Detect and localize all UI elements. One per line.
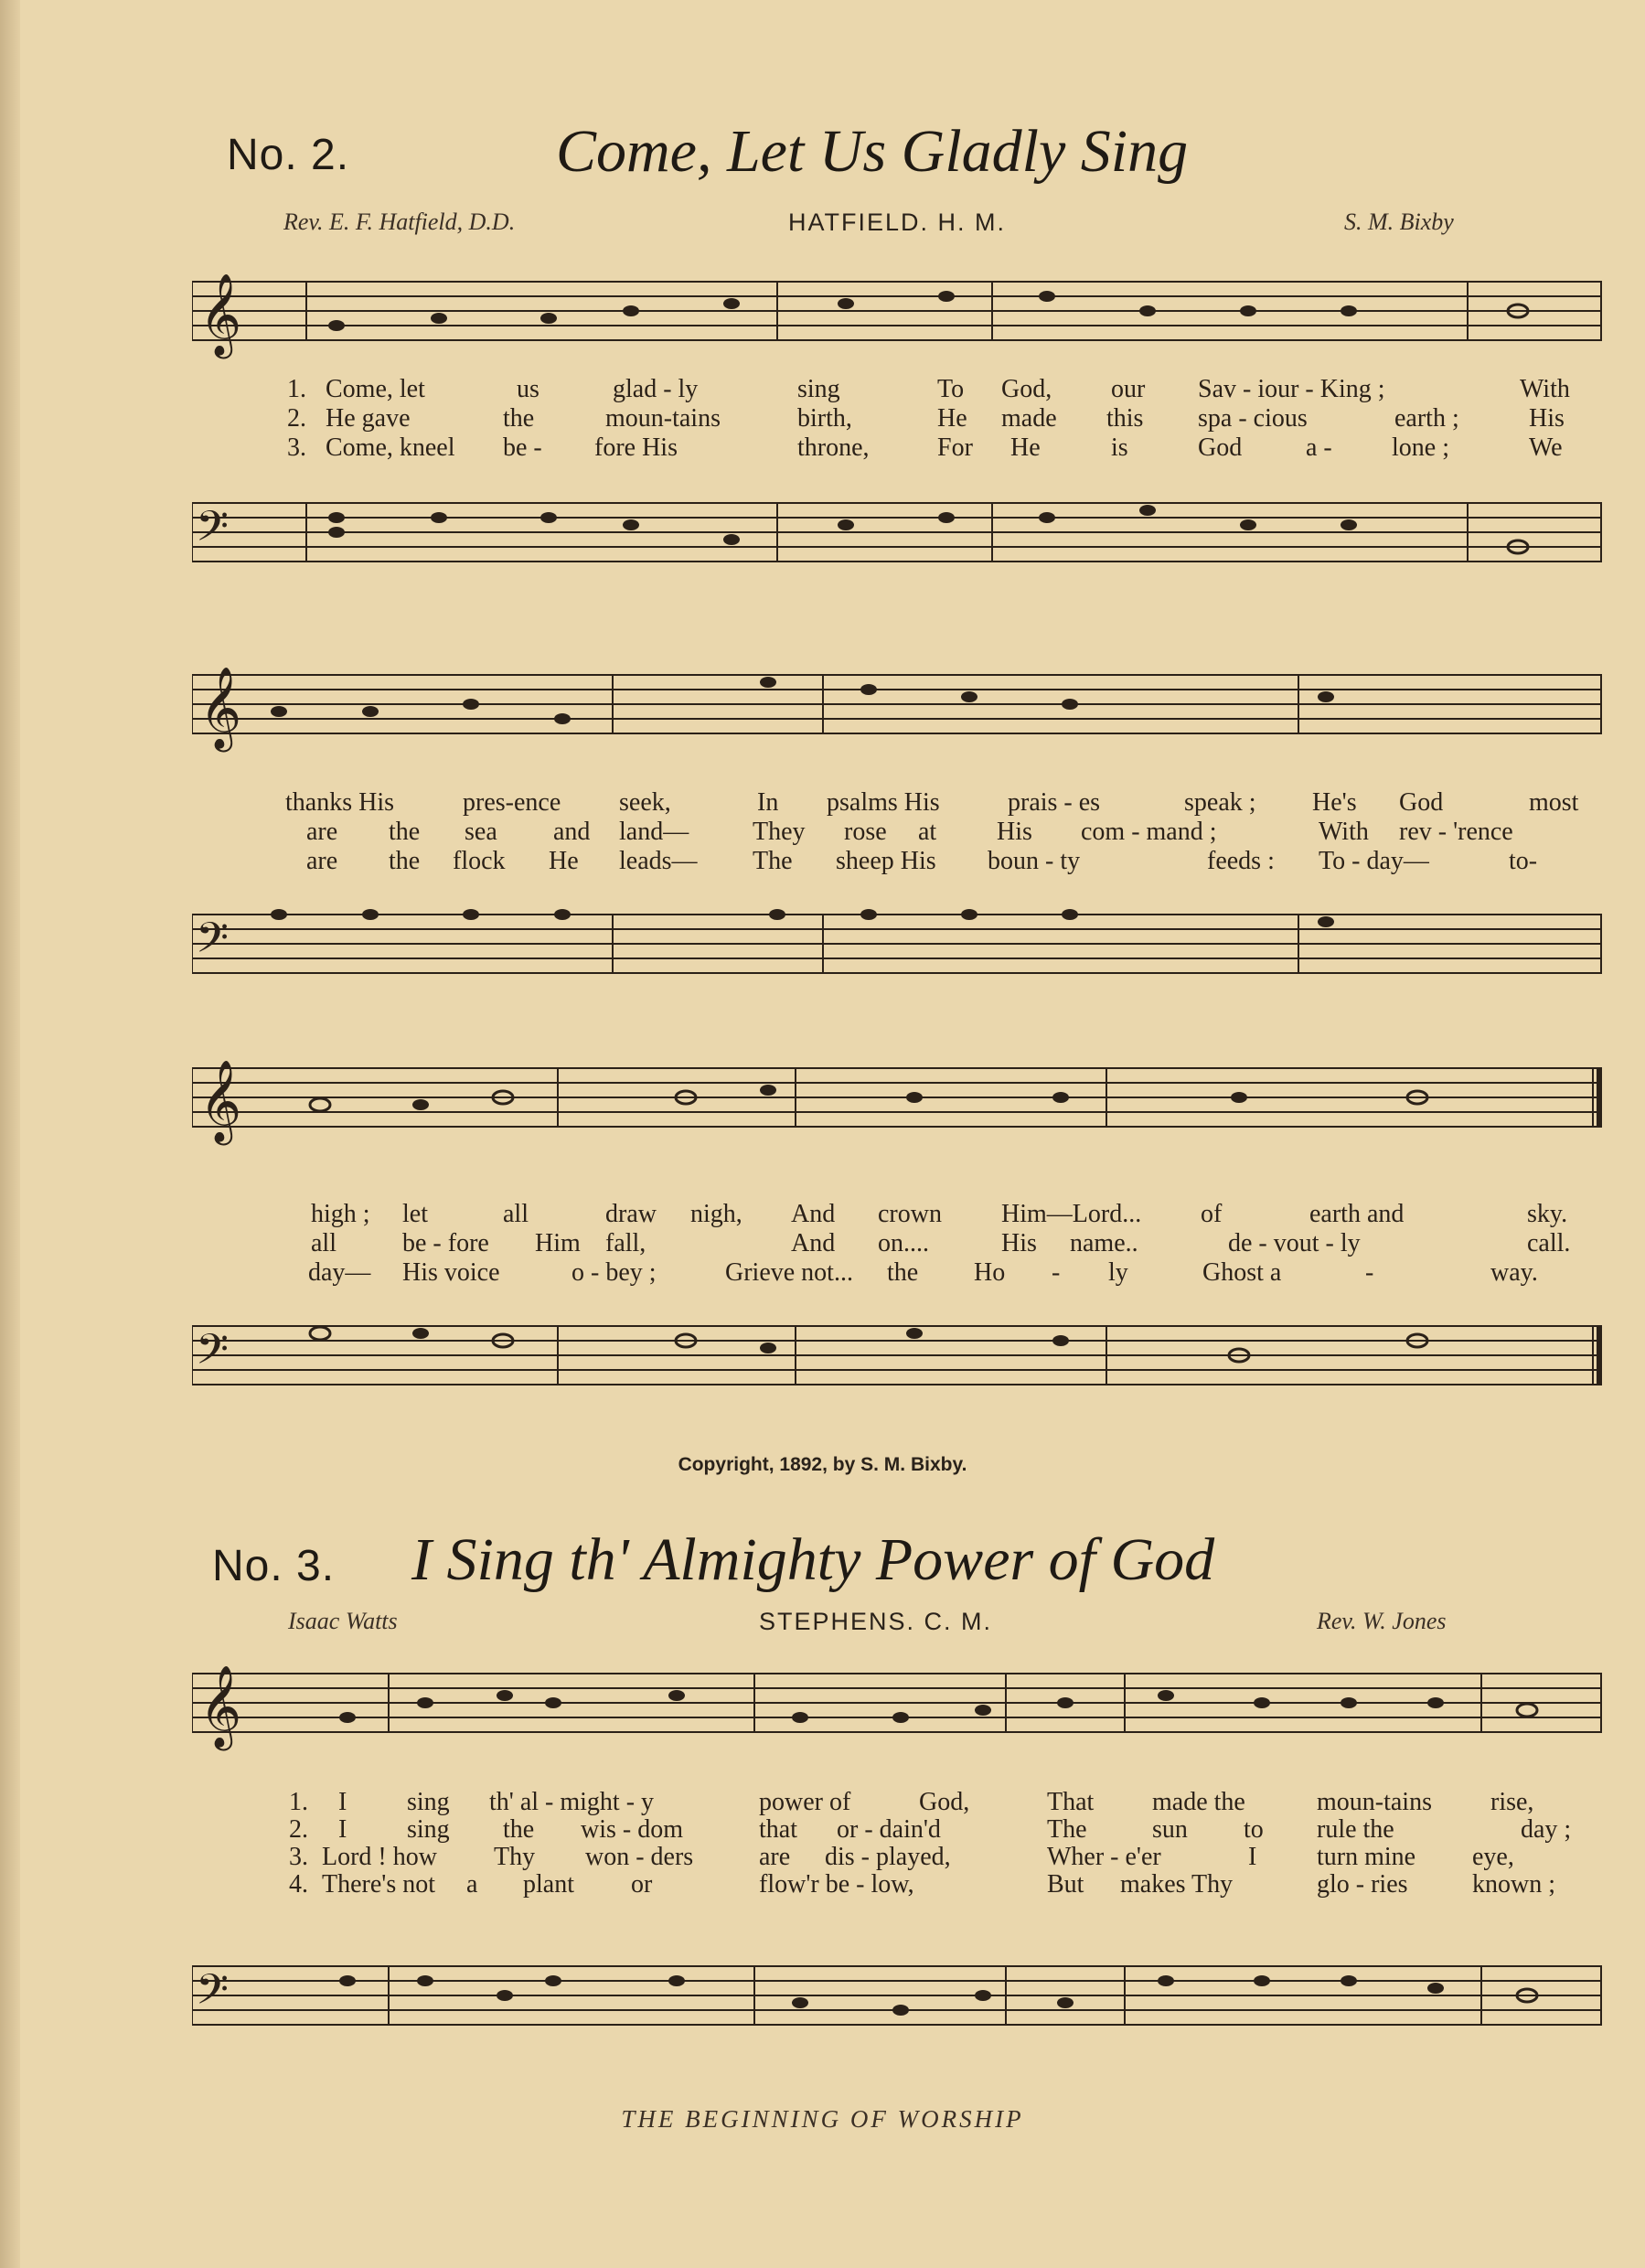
lyric-syllable: birth,: [797, 404, 852, 433]
hymn3-tune: STEPHENS. C. M.: [759, 1608, 993, 1635]
lyric-syllable: nigh,: [690, 1200, 742, 1228]
lyric-syllable: sing: [797, 375, 840, 403]
lyric-syllable: leads—: [619, 847, 698, 875]
lyric-syllable: God: [1399, 788, 1444, 817]
lyric-syllable: call.: [1527, 1229, 1571, 1257]
lyric-syllable: on....: [878, 1229, 929, 1257]
hymn3-system1-bass-staff: [192, 1939, 1602, 2067]
lyric-syllable: prais - es: [1008, 788, 1101, 817]
lyric-syllable: eye,: [1472, 1843, 1514, 1871]
hymn2-system3-treble-staff: [192, 1059, 1602, 1160]
lyric-syllable: Come, let: [326, 375, 425, 403]
hymn2-number: No. 2.: [227, 131, 350, 179]
lyric-syllable: most: [1529, 788, 1579, 817]
lyric-syllable: de - vout - ly: [1228, 1229, 1361, 1257]
lyric-syllable: power of: [759, 1788, 851, 1816]
lyric-syllable: of: [1201, 1200, 1223, 1228]
lyric-syllable: seek,: [619, 788, 671, 817]
lyric-syllable: day—: [308, 1258, 371, 1287]
verse-number: 1.: [289, 1788, 308, 1816]
lyric-syllable: sing: [407, 1815, 450, 1844]
lyric-syllable: For: [937, 433, 973, 462]
lyric-syllable: pres-ence: [463, 788, 561, 817]
verse-number: 3.: [289, 1843, 308, 1871]
lyric-syllable: all: [503, 1200, 529, 1228]
lyric-syllable: earth and: [1309, 1200, 1405, 1228]
lyric-syllable: are: [306, 847, 338, 875]
lyric-syllable: com - mand ;: [1081, 818, 1217, 846]
lyric-syllable: The: [753, 847, 793, 875]
lyric-syllable: With: [1319, 818, 1369, 846]
lyric-syllable: -: [1052, 1258, 1061, 1287]
verse-number: 2.: [289, 1815, 308, 1844]
lyric-syllable: The: [1047, 1815, 1087, 1844]
lyric-syllable: fore His: [594, 433, 678, 462]
lyric-syllable: God,: [1001, 375, 1052, 403]
lyric-syllable: are: [759, 1843, 791, 1871]
lyric-syllable: I: [338, 1815, 347, 1844]
lyric-syllable: us: [517, 375, 539, 403]
lyric-syllable: speak ;: [1184, 788, 1256, 817]
lyric-syllable: o - bey ;: [571, 1258, 657, 1287]
lyric-syllable: this: [1106, 404, 1144, 433]
hymn2-system2-lyrics: [192, 788, 1602, 880]
lyric-syllable: His: [1529, 404, 1565, 433]
lyric-syllable: day ;: [1521, 1815, 1572, 1844]
lyric-syllable: makes Thy: [1120, 1870, 1234, 1899]
lyric-syllable: God,: [919, 1788, 970, 1816]
lyric-syllable: -: [1365, 1258, 1374, 1287]
lyric-syllable: plant: [523, 1870, 574, 1899]
lyric-syllable: th' al - might - y: [489, 1788, 655, 1816]
lyric-syllable: Him—Lord...: [1001, 1200, 1142, 1228]
lyric-syllable: sing: [407, 1788, 450, 1816]
hymn2-composer: S. M. Bixby: [1344, 209, 1454, 235]
lyric-syllable: glo - ries: [1317, 1870, 1408, 1899]
bass-clef-icon: 𝄢: [196, 502, 230, 562]
lyric-syllable: all: [311, 1229, 336, 1257]
lyric-syllable: sun: [1152, 1815, 1188, 1844]
lyric-syllable: Come, kneel: [326, 433, 455, 462]
bass-clef-icon: 𝄢: [196, 1325, 230, 1385]
lyric-syllable: To: [937, 375, 965, 403]
lyric-syllable: sky.: [1527, 1200, 1568, 1228]
lyric-syllable: God: [1198, 433, 1243, 462]
lyric-syllable: and: [553, 818, 591, 846]
lyric-syllable: He: [549, 847, 579, 875]
lyric-syllable: a: [466, 1870, 478, 1899]
verse-number: 4.: [289, 1870, 308, 1899]
hymn2-system3-lyrics: [192, 1200, 1602, 1291]
lyric-syllable: Ho: [974, 1258, 1006, 1287]
lyric-syllable: throne,: [797, 433, 870, 462]
lyric-syllable: wis - dom: [581, 1815, 683, 1844]
lyric-syllable: is: [1111, 433, 1128, 462]
hymn3-system1-lyrics: [192, 1788, 1602, 1907]
lyric-syllable: feeds :: [1207, 847, 1275, 875]
lyric-syllable: be -: [503, 433, 542, 462]
hymn2-system2-bass-staff: [192, 896, 1602, 1006]
lyric-syllable: But: [1047, 1870, 1084, 1899]
lyric-syllable: the: [887, 1258, 919, 1287]
lyric-syllable: the: [503, 404, 535, 433]
lyric-syllable: ly: [1108, 1258, 1128, 1287]
lyric-syllable: land—: [619, 818, 689, 846]
hymn2-system1-lyrics: [192, 375, 1602, 466]
lyric-syllable: Sav - iour - King ;: [1198, 375, 1385, 403]
treble-clef-icon: 𝄞: [199, 273, 242, 356]
lyric-syllable: His: [1001, 1229, 1037, 1257]
lyric-syllable: made the: [1152, 1788, 1245, 1816]
lyric-syllable: name..: [1070, 1229, 1138, 1257]
lyric-syllable: our: [1111, 375, 1146, 403]
lyric-syllable: are: [306, 818, 338, 846]
lyric-syllable: He gave: [326, 404, 411, 433]
bass-staff-lines: [192, 896, 1602, 1006]
lyric-syllable: fall,: [605, 1229, 646, 1257]
treble-staff-lines: [192, 273, 1602, 373]
lyric-syllable: He's: [1312, 788, 1357, 817]
paper-edge: [0, 0, 20, 2268]
lyric-syllable: That: [1047, 1788, 1095, 1816]
lyric-syllable: moun-tains: [605, 404, 721, 433]
copyright-notice: Copyright, 1892, by S. M. Bixby.: [678, 1454, 967, 1475]
hymn2-system1-bass-staff: [192, 485, 1602, 594]
hymn2-system3-bass-staff: [192, 1308, 1602, 1418]
lyric-syllable: flow'r be - low,: [759, 1870, 914, 1899]
lyric-syllable: turn mine: [1317, 1843, 1416, 1871]
lyric-syllable: rule the: [1317, 1815, 1394, 1844]
bass-staff-lines: [192, 1308, 1602, 1418]
lyric-syllable: To - day—: [1319, 847, 1429, 875]
treble-clef-icon: 𝄞: [199, 667, 242, 749]
hymn3-title: I Sing th' Almighty Power of God: [411, 1526, 1215, 1593]
hymn2-system1-treble-staff: [192, 273, 1602, 373]
lyric-syllable: We: [1529, 433, 1563, 462]
lyric-syllable: Ghost a: [1202, 1258, 1282, 1287]
bass-staff-lines: [192, 485, 1602, 594]
lyric-syllable: the: [389, 847, 421, 875]
verse-number: 1.: [287, 375, 306, 403]
lyric-syllable: high ;: [311, 1200, 370, 1228]
lyric-syllable: at: [918, 818, 937, 846]
treble-clef-icon: 𝄞: [199, 1060, 242, 1142]
lyric-syllable: Grieve not...: [725, 1258, 853, 1287]
lyric-syllable: earth ;: [1394, 404, 1459, 433]
lyric-syllable: boun - ty: [988, 847, 1081, 875]
lyric-syllable: made: [1001, 404, 1057, 433]
hymn3-author: Isaac Watts: [288, 1608, 398, 1634]
hymn3-system1-treble-staff: [192, 1664, 1602, 1765]
bass-staff-lines: [192, 1939, 1602, 2067]
lyric-syllable: His voice: [402, 1258, 500, 1287]
lyric-syllable: or: [631, 1870, 653, 1899]
lyric-syllable: glad - ly: [613, 375, 699, 403]
lyric-syllable: the: [389, 818, 421, 846]
lyric-syllable: Lord ! how: [322, 1843, 437, 1871]
lyric-syllable: He: [937, 404, 967, 433]
hymn2-author: Rev. E. F. Hatfield, D.D.: [283, 209, 516, 235]
lyric-syllable: moun-tains: [1317, 1788, 1432, 1816]
lyric-syllable: And: [791, 1200, 836, 1228]
hymn2-tune: HATFIELD. H. M.: [788, 209, 1007, 236]
lyric-syllable: sheep His: [836, 847, 936, 875]
bass-clef-icon: 𝄢: [196, 1965, 230, 2025]
lyric-syllable: the: [503, 1815, 535, 1844]
hymn3-number: No. 3.: [212, 1542, 336, 1590]
lyric-syllable: psalms His: [827, 788, 940, 817]
lyric-syllable: His: [997, 818, 1032, 846]
lyric-syllable: Him: [535, 1229, 581, 1257]
lyric-syllable: way.: [1490, 1258, 1538, 1287]
treble-staff-lines: [192, 1059, 1602, 1160]
lyric-syllable: that: [759, 1815, 797, 1844]
lyric-syllable: rev - 'rence: [1399, 818, 1513, 846]
lyric-syllable: Wher - e'er: [1047, 1843, 1161, 1871]
lyric-syllable: flock: [453, 847, 506, 875]
hymn2-title: Come, Let Us Gladly Sing: [556, 118, 1189, 185]
lyric-syllable: known ;: [1472, 1870, 1555, 1899]
lyric-syllable: a -: [1306, 433, 1332, 462]
lyric-syllable: In: [757, 788, 779, 817]
treble-staff-lines: [192, 1664, 1602, 1765]
lyric-syllable: draw: [605, 1200, 657, 1228]
lyric-syllable: rise,: [1490, 1788, 1534, 1816]
lyric-syllable: to-: [1509, 847, 1538, 875]
lyric-syllable: rose: [844, 818, 887, 846]
lyric-syllable: They: [753, 818, 806, 846]
lyric-syllable: to: [1244, 1815, 1264, 1844]
treble-clef-icon: 𝄞: [199, 1665, 242, 1748]
lyric-syllable: be - fore: [402, 1229, 489, 1257]
lyric-syllable: thanks His: [285, 788, 394, 817]
lyric-syllable: I: [1248, 1843, 1257, 1871]
verse-number: 3.: [287, 433, 306, 462]
lyric-syllable: dis - played,: [825, 1843, 951, 1871]
lyric-syllable: or - dain'd: [837, 1815, 941, 1844]
lyric-syllable: Thy: [494, 1843, 536, 1871]
bass-clef-icon: 𝄢: [196, 914, 230, 973]
lyric-syllable: There's not: [322, 1870, 436, 1899]
lyric-syllable: spa - cious: [1198, 404, 1308, 433]
treble-staff-lines: [192, 666, 1602, 766]
lyric-syllable: With: [1520, 375, 1570, 403]
lyric-syllable: won - ders: [585, 1843, 694, 1871]
lyric-syllable: I: [338, 1788, 347, 1816]
page-footer: THE BEGINNING OF WORSHIP: [621, 2105, 1024, 2133]
lyric-syllable: sea: [465, 818, 497, 846]
hymn3-composer: Rev. W. Jones: [1317, 1608, 1447, 1634]
verse-number: 2.: [287, 404, 306, 433]
hymn2-system2-treble-staff: [192, 666, 1602, 766]
lyric-syllable: let: [402, 1200, 428, 1228]
lyric-syllable: lone ;: [1392, 433, 1449, 462]
lyric-syllable: He: [1010, 433, 1041, 462]
lyric-syllable: And: [791, 1229, 836, 1257]
lyric-syllable: crown: [878, 1200, 942, 1228]
